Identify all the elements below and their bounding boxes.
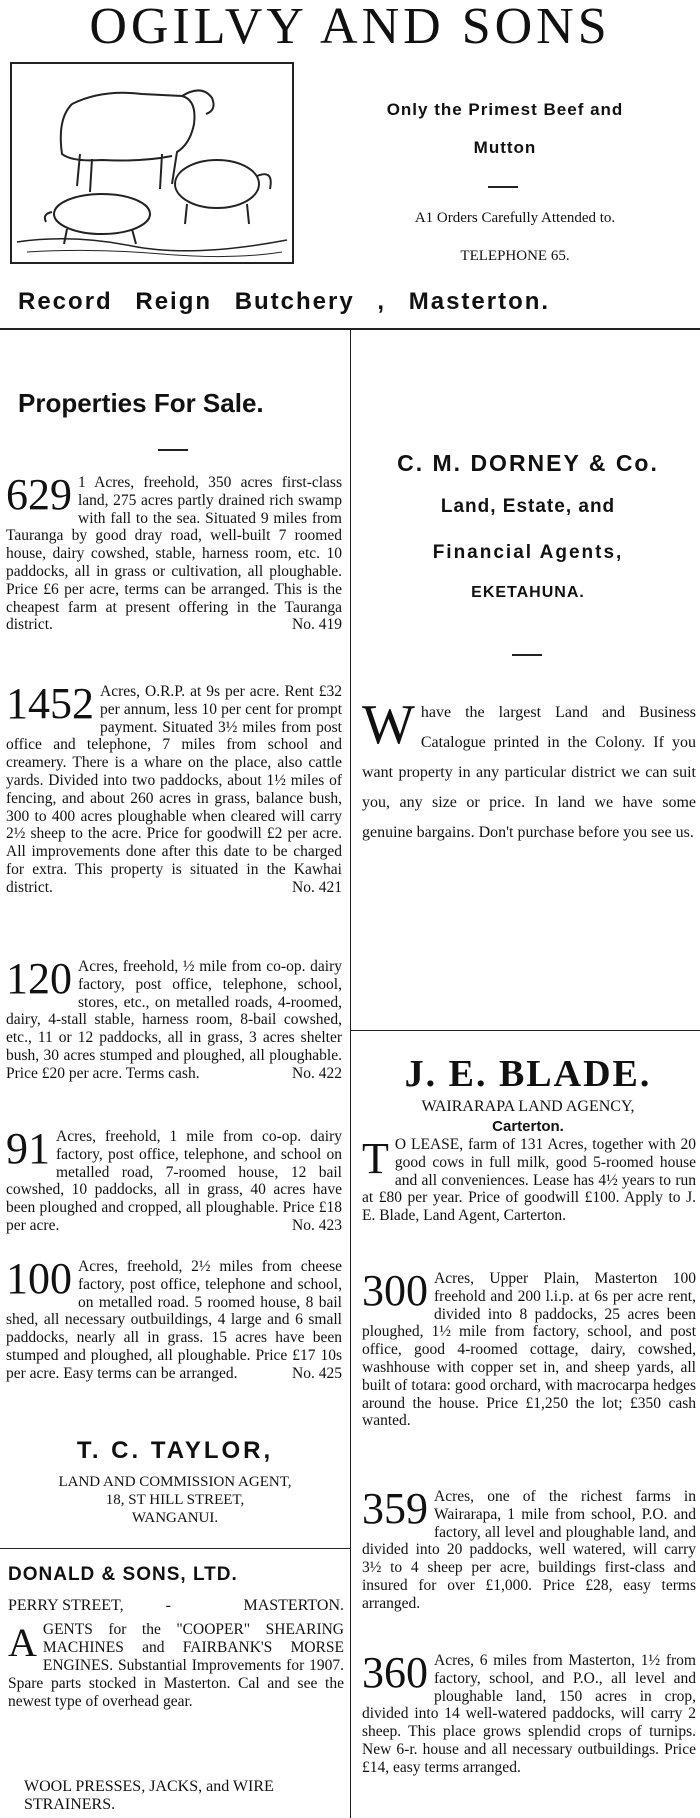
listing-number: 300 xyxy=(362,1266,428,1315)
livestock-illustration xyxy=(10,62,294,264)
blade-name: J. E. BLADE. xyxy=(404,1053,652,1095)
listing-text: Acres, freehold, ½ mile from co-op. dairy factory, post office, telephone, school, stores, etc., on metalled roads, 4-roomed, dairy, 4-stall stable, harness room, 8-bail cowshed, etc., 11 or 12 paddocks, all in grass, 3 acres shelter bush, 30 acres stumped and ploughed, all ploughable. Price £20 per acre. Terms cash. xyxy=(6,958,342,1082)
divider-dash xyxy=(488,186,518,188)
dorney-line-2: Financial Agents, xyxy=(432,542,624,563)
section-rule xyxy=(0,1548,350,1549)
donald-footer: WOOL PRESSES, JACKS, and WIRE STRAINERS. xyxy=(24,1778,274,1813)
listing-text: Acres, freehold, 1 mile from co-op. dairy factory, post office, telephone, and school on metalled road, 7-roomed house, 12 bail cowshed, 10 paddocks, all in grass, 40 acres have been ploughed and cropped, all ploughable. Price £18 per acre. xyxy=(6,1128,342,1234)
blade-lease-notice xyxy=(362,1136,696,1225)
blade-listing-300 xyxy=(362,1266,696,1430)
taylor-name: T. C. TAYLOR, xyxy=(76,1437,274,1464)
listing-number: 120 xyxy=(6,954,72,1003)
listing-text: Acres, one of the richest farms in Wairarapa, 1 mile from school, P.O. and factory, all level and ploughable land, and divided into 20 paddocks, well watered, will carry 3½ to 4 sheep per acre, buildings first-class and insured for over £1,000. Price £28, easy terms arranged. xyxy=(362,1488,696,1612)
section-rule xyxy=(351,1030,700,1031)
listing-ref: No. 422 xyxy=(292,1064,342,1082)
dorney-body xyxy=(362,694,696,848)
dorney-town: EKETAHUNA. xyxy=(471,584,585,601)
taylor-line-2: 18, ST HILL STREET, xyxy=(105,1492,245,1508)
donald-body-text: GENTS for the "COOPER" SHEARING MACHINES and FAIRBANK'S MORSE ENGINES. Substantial Improvements for 1907. Spare parts stocked in Masterton. Cal and see the newest type of overhead gear. xyxy=(8,1621,344,1710)
column-rule xyxy=(350,330,351,1818)
butchery-footer: Record Reign Butchery , Masterton. xyxy=(18,288,551,315)
listing-91 xyxy=(6,1124,342,1235)
donald-town: MASTERTON. xyxy=(243,1597,344,1614)
listing-text: Acres, Upper Plain, Masterton 100 freehold and 200 l.i.p. at 6s per acre rent, divided into 8 paddocks, 25 acres been ploughed, 1½ mile from factory, school, and post office, good 4-roomed cottage, dairy, cowshed, washhouse with copper set in, and sheep yards, all built of totara: good orchard, with macrocarpa hedges around the house. Price £1,250 the lot; £350 cash wanted. xyxy=(362,1270,696,1430)
listing-text: Acres, 6 miles from Masterton, 1½ from factory, school, and P.O., all level and ploughable land, 150 acres in crop, divided into 14 well-watered paddocks, will carry 2 sheep. This place grows splendid crops of turnips. New 6-r. house and all necessary outbuildings. Price £14, easy terms arranged. xyxy=(362,1652,696,1776)
listing-ref: No. 419 xyxy=(292,616,342,634)
telephone-line: TELEPHONE 65. xyxy=(460,248,570,264)
donald-name: DONALD & SONS, LTD. xyxy=(8,1564,238,1585)
donald-dropcap: A xyxy=(8,1620,37,1665)
listing-629 xyxy=(6,470,342,634)
listing-text: Acres, freehold, 2½ miles from cheese factory, post office, telephone and school, on metalled road. 5 roomed house, 8 bail shed, all necessary outbuildings, 4 large and 6 small paddocks, nearly all in grass. 15 acres have been stumped and ploughed, all ploughable. Price £17 10s per acre. Easy terms can be arranged. xyxy=(6,1258,342,1382)
blade-town: Carterton. xyxy=(492,1118,564,1135)
listing-ref: No. 423 xyxy=(292,1216,342,1234)
dorney-line-1: Land, Estate, and xyxy=(440,496,616,517)
tagline-line-1: Only the Primest Beef and xyxy=(386,100,624,119)
listing-number: 91 xyxy=(6,1124,50,1173)
cattle-sheep-pig-icon xyxy=(12,64,292,262)
properties-heading: Properties For Sale. xyxy=(18,388,264,418)
divider-dash xyxy=(512,654,542,656)
taylor-line-1: LAND AND COMMISSION AGENT, xyxy=(58,1474,292,1490)
blade-listing-359 xyxy=(362,1484,696,1613)
dorney-dropcap: W xyxy=(362,694,415,756)
blade-listing-360 xyxy=(362,1648,696,1777)
listing-number: 360 xyxy=(362,1648,428,1697)
blade-dropcap: T xyxy=(362,1134,389,1183)
donald-address xyxy=(8,1597,344,1615)
listing-number: 629 xyxy=(6,470,72,519)
listing-number: 1452 xyxy=(6,679,94,728)
listing-text: 1 Acres, freehold, 350 acres first-class land, 275 acres partly drained rich swamp with fall to the sea. Situated 9 miles from Tauranga by good dray road, well-built 7 roomed house, dairy cowshed, stable, harness room, etc. 10 paddocks, all in grass or cultivation, all ploughable. Price £6 per acre, terms can be arranged. This is the cheapest farm at present offering in the Tauranga district. xyxy=(6,474,342,634)
listing-100 xyxy=(6,1254,342,1383)
dorney-name: C. M. DORNEY & Co. xyxy=(397,450,659,476)
ogilvy-title: OGILVY AND SONS xyxy=(89,0,611,55)
listing-number: 359 xyxy=(362,1484,428,1533)
orders-line: A1 Orders Carefully Attended to. xyxy=(414,210,616,226)
listing-text: Acres, O.R.P. at 9s per acre. Rent £32 per annum, less 10 per cent for prompt payment. Situated 3½ miles from post office and telephone, 7 miles from school and creamery. There is a whare on the place, also cattle yards. Divided into two paddocks, about 1½ miles of fencing, and about 260 acres in grass, balance bush, 300 to 400 acres ploughable when cleared will carry 2½ sheep to the acre. Price for goodwill £2 per acre. All improvements done after this date to be charged for extra. This property is situated in the Kawhai district. xyxy=(6,683,342,896)
donald-body xyxy=(8,1621,344,1711)
dorney-body-text: have the largest Land and Business Catalogue printed in the Colony. If you want property in any particular district we can suit you, any size or price. In land we have some genuine bargains. Don't purchase before you see us. xyxy=(362,704,696,841)
donald-dash: - xyxy=(165,1597,171,1614)
donald-street: PERRY STREET, xyxy=(8,1597,124,1614)
blade-intro-text: O LEASE, farm of 131 Acres, together with 20 good cows in full milk, good 5-roomed house and all conveniences. Lease has 4½ years to run at £80 per year. Price of goodwill £100. Apply to J. E. Blade, Land Agent, Carterton. xyxy=(362,1136,696,1225)
listing-ref: No. 425 xyxy=(292,1364,342,1382)
listing-number: 100 xyxy=(6,1254,72,1303)
listing-120 xyxy=(6,954,342,1083)
tagline-line-2: Mutton xyxy=(473,138,537,157)
blade-agency: WAIRARAPA LAND AGENCY, xyxy=(421,1098,635,1115)
listing-ref: No. 421 xyxy=(292,878,342,896)
listing-1452 xyxy=(6,679,342,897)
taylor-line-3: WANGANUI. xyxy=(131,1510,219,1526)
divider-dash xyxy=(158,449,188,451)
